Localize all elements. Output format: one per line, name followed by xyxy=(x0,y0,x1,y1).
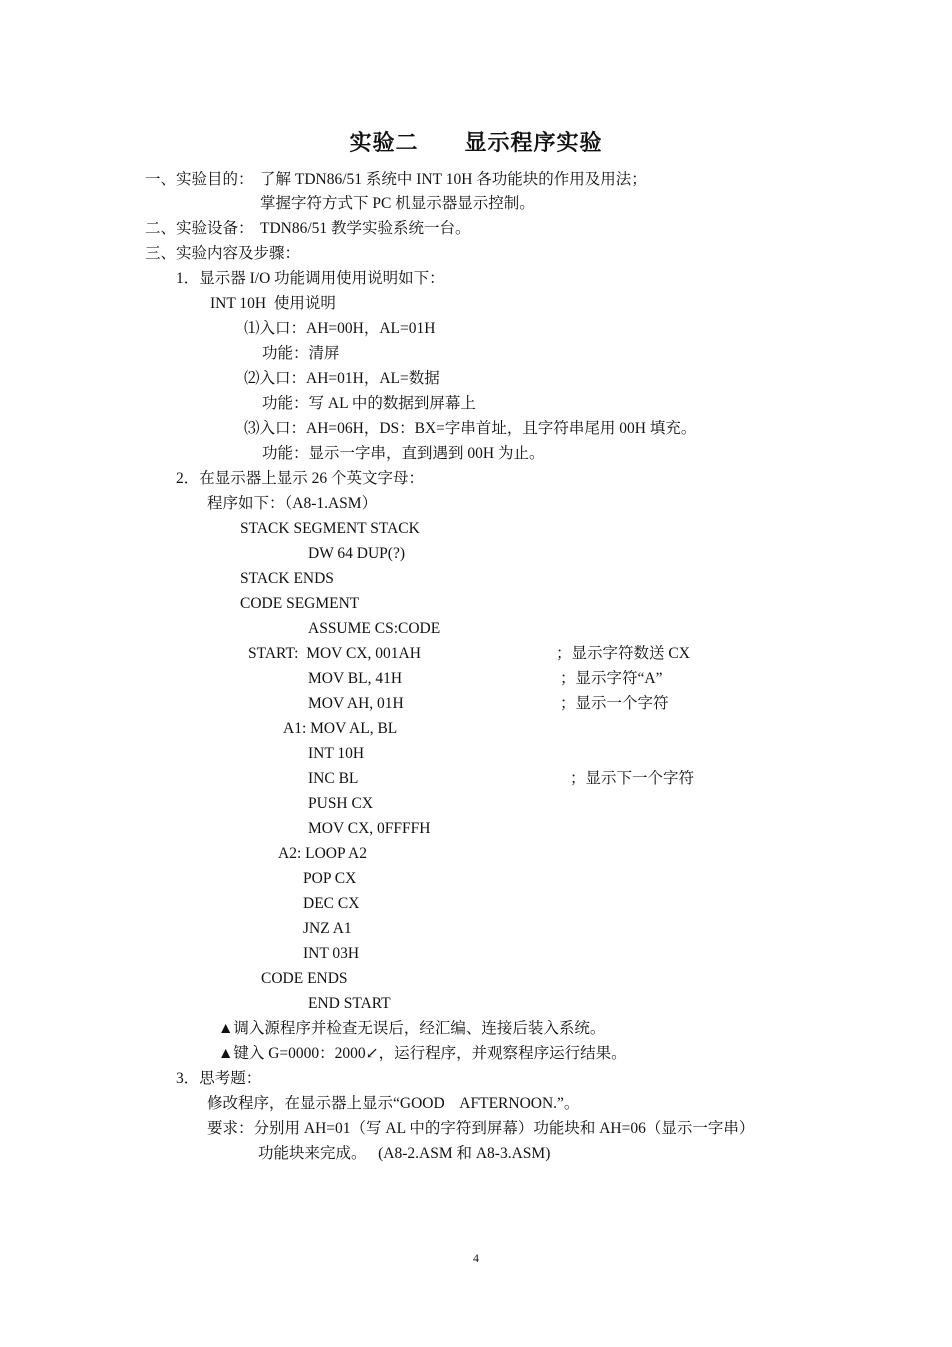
function-2: 功能：写 AL 中的数据到屏幕上 xyxy=(262,395,476,412)
code-line-13: MOV CX, 0FFFFH xyxy=(308,820,431,837)
code-line-8: MOV AH, 01H xyxy=(308,695,404,712)
step1-heading: 1．显示器 I/O 功能调用使用说明如下： xyxy=(176,270,445,287)
note-1: ▲调入源程序并检查无误后，经汇编、连接后装入系统。 xyxy=(218,1020,606,1037)
code-line-14: A2: LOOP A2 xyxy=(278,845,367,862)
function-1: 功能：清屏 xyxy=(262,345,340,362)
code-line-1: STACK SEGMENT STACK xyxy=(240,520,420,537)
code-line-10: INT 10H xyxy=(308,745,365,762)
code-line-6: START: MOV CX, 001AH xyxy=(248,645,421,662)
code-comment-8: ；显示一个字符 xyxy=(560,695,669,712)
code-line-12: PUSH CX xyxy=(308,795,374,812)
code-line-9: A1: MOV AL, BL xyxy=(283,720,398,737)
title-right: 显示程序实验 xyxy=(464,131,603,156)
step3-line3: 功能块来完成。 (A8-2.ASM 和 A8-3.ASM) xyxy=(258,1145,551,1162)
code-line-11: INC BL xyxy=(308,770,359,787)
step2-heading: 2．在显示器上显示 26 个英文字母： xyxy=(176,470,425,487)
code-line-18: INT 03H xyxy=(303,945,360,962)
title-left: 实验二 xyxy=(349,131,419,156)
code-line-2: DW 64 DUP(?) xyxy=(308,545,406,562)
page-title xyxy=(0,126,952,157)
sec1-label: 一、实验目的： xyxy=(145,171,254,188)
step3-heading: 3．思考题： xyxy=(176,1070,262,1087)
sec2-text: TDN86/51 教学实验系统一台。 xyxy=(260,220,471,237)
code-comment-6: ；显示字符数送 CX xyxy=(556,645,690,662)
entry-1: ⑴入口：AH=00H，AL=01H xyxy=(244,320,436,337)
code-line-15: POP CX xyxy=(303,870,357,887)
code-comment-7: ；显示字符“A” xyxy=(560,670,663,687)
sec1-line1: 了解 TDN86/51 系统中 INT 10H 各功能块的作用及用法； xyxy=(260,171,647,188)
code-line-16: DEC CX xyxy=(303,895,360,912)
note-2: ▲键入 G=0000：2000↙，运行程序，并观察程序运行结果。 xyxy=(218,1045,627,1062)
sec1-line2: 掌握字符方式下 PC 机显示器显示控制。 xyxy=(260,195,535,212)
entry-3: ⑶入口：AH=06H，DS：BX=字串首址，且字符串尾用 00H 填充。 xyxy=(244,420,697,437)
code-line-7: MOV BL, 41H xyxy=(308,670,403,687)
code-comment-11: ；显示下一个字符 xyxy=(570,770,695,787)
code-line-17: JNZ A1 xyxy=(303,920,352,937)
code-line-20: END START xyxy=(308,995,391,1012)
step3-line2: 要求：分别用 AH=01（写 AL 中的字符到屏幕）功能块和 AH=06（显示一字串） xyxy=(207,1120,755,1137)
code-line-3: STACK ENDS xyxy=(240,570,334,587)
entry-2: ⑵入口：AH=01H，AL=数据 xyxy=(244,370,440,387)
sec2-label: 二、实验设备： xyxy=(145,220,254,237)
step3-line1: 修改程序，在显示器上显示“GOOD AFTERNOON.”。 xyxy=(207,1095,580,1112)
code-line-4: CODE SEGMENT xyxy=(240,595,360,612)
page-number: 4 xyxy=(473,1251,479,1265)
code-line-19: CODE ENDS xyxy=(261,970,348,987)
program-intro: 程序如下：（A8-1.ASM） xyxy=(207,495,378,512)
sec3-label: 三、实验内容及步骤： xyxy=(145,245,301,262)
code-line-5: ASSUME CS:CODE xyxy=(308,620,441,637)
function-3: 功能：显示一字串，直到遇到 00H 为止。 xyxy=(262,445,545,462)
int-title: INT 10H 使用说明 xyxy=(210,295,336,312)
